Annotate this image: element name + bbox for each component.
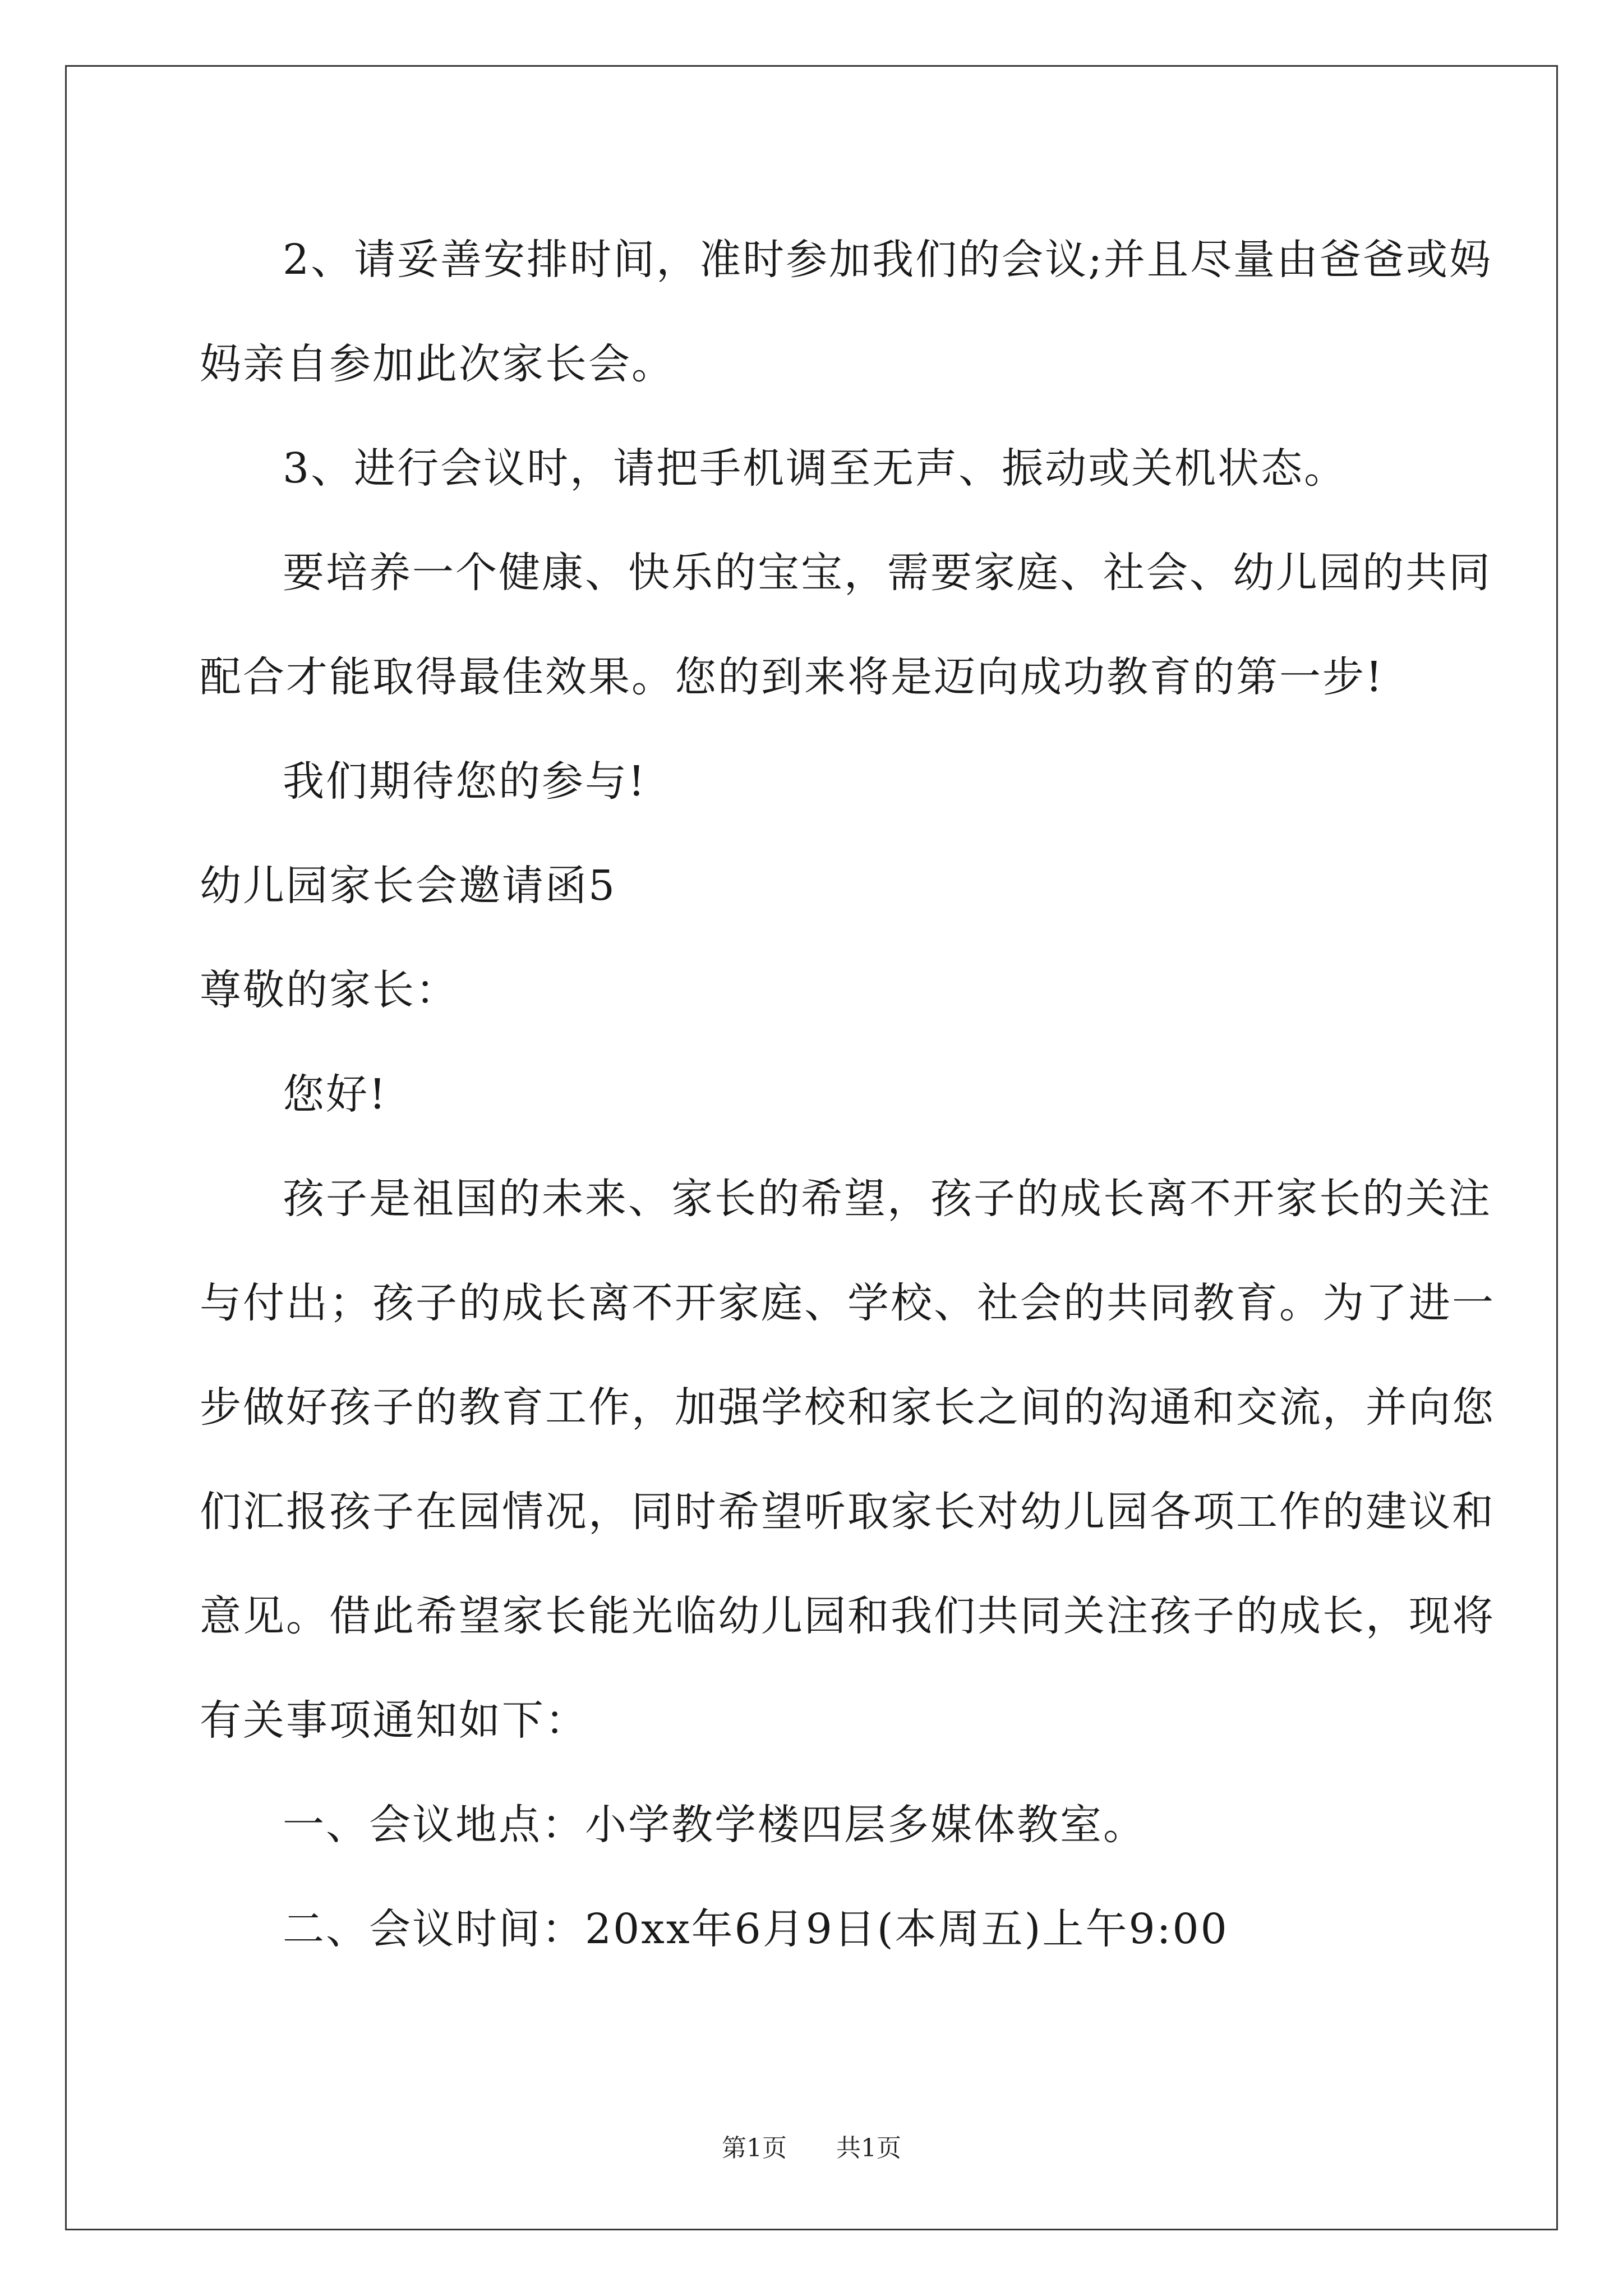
text-line: 一、会议地点：小学教学楼四层多媒体教室。 (283, 1801, 1146, 1849)
text-line: 尊敬的家长： (200, 966, 459, 1014)
page-total: 共1页 (836, 2134, 901, 2162)
document-body (200, 208, 1495, 1981)
text-line: 我们期待您的参与! (283, 757, 647, 806)
page-number: 第1页 (722, 2134, 787, 2162)
paragraph-closing (200, 729, 1422, 834)
text-line: 们汇报孩子在园情况，同时希望听取家长对幼儿园各项工作的建议和 (200, 1488, 1495, 1536)
text-line: 妈亲自参加此次家长会。 (200, 340, 675, 388)
text-line: 要培养一个健康、快乐的宝宝，需要家庭、社会、幼儿园的共同 (283, 549, 1492, 597)
section-title (200, 834, 1422, 938)
text-line: 配合才能取得最佳效果。您的到来将是迈向成功教育的第一步! (200, 653, 1384, 701)
text-line: 您好! (283, 1070, 388, 1119)
text-line: 2、请妥善安排时间，准时参加我们的会议;并且尽量由爸爸或妈 (283, 236, 1493, 284)
meeting-location (200, 1773, 1422, 1877)
salutation (200, 938, 1422, 1042)
text-line: 意见。借此希望家长能光临幼儿园和我们共同关注孩子的成长，现将 (200, 1592, 1495, 1640)
text-line: 与付出；孩子的成长离不开家庭、学校、社会的共同教育。为了进一 (200, 1279, 1495, 1327)
text-line: 幼儿园家长会邀请函5 (200, 862, 617, 910)
text-line: 二、会议时间：20xx年6月9日(本周五)上午9:00 (283, 1905, 1229, 1953)
text-line: 孩子是祖国的未来、家长的希望，孩子的成长离不开家长的关注 (283, 1175, 1492, 1223)
text-line: 3、进行会议时，请把手机调至无声、振动或关机状态。 (283, 444, 1348, 493)
paragraph-cooperation (200, 521, 1492, 729)
page-footer (0, 2132, 1623, 2165)
paragraph-notice-2 (200, 208, 1493, 416)
greeting (200, 1042, 1422, 1147)
text-line: 步做好孩子的教育工作，加强学校和家长之间的沟通和交流，并向您 (200, 1383, 1495, 1432)
paragraph-intro (200, 1147, 1495, 1773)
paragraph-notice-3 (200, 416, 1422, 521)
text-line: 有关事项通知如下： (200, 1696, 588, 1745)
meeting-time (200, 1877, 1422, 1981)
